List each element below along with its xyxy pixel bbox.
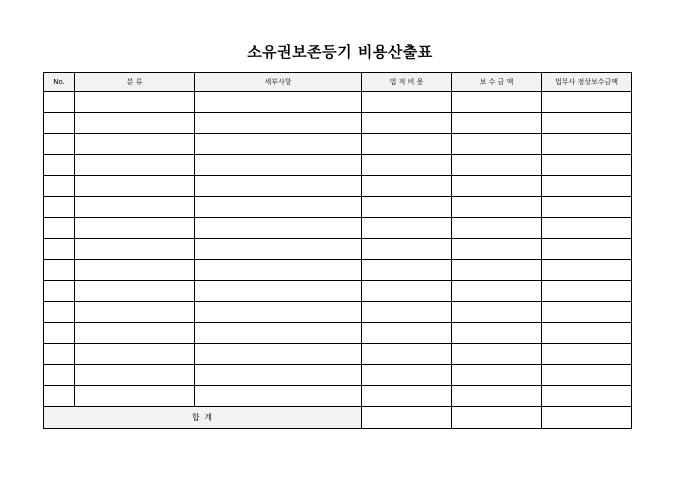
- details-cell[interactable]: [195, 218, 362, 239]
- fee-amount-cell[interactable]: [452, 134, 542, 155]
- no-cell[interactable]: [44, 218, 75, 239]
- category-cell[interactable]: [75, 239, 195, 260]
- standard-fee-cell[interactable]: [542, 113, 632, 134]
- details-cell[interactable]: [195, 92, 362, 113]
- total-fee-amount-cell[interactable]: [452, 407, 542, 429]
- details-cell[interactable]: [195, 386, 362, 407]
- legal-cost-cell[interactable]: [362, 386, 452, 407]
- fee-amount-cell[interactable]: [452, 386, 542, 407]
- category-cell[interactable]: [75, 344, 195, 365]
- fee-amount-cell[interactable]: [452, 302, 542, 323]
- column-header-details: 세부사항: [195, 73, 362, 92]
- standard-fee-cell[interactable]: [542, 365, 632, 386]
- table-row: [44, 323, 632, 344]
- fee-amount-cell[interactable]: [452, 176, 542, 197]
- no-cell[interactable]: [44, 323, 75, 344]
- no-cell[interactable]: [44, 176, 75, 197]
- standard-fee-cell[interactable]: [542, 218, 632, 239]
- table-row: [44, 197, 632, 218]
- fee-amount-cell[interactable]: [452, 365, 542, 386]
- category-cell[interactable]: [75, 302, 195, 323]
- details-cell[interactable]: [195, 239, 362, 260]
- fee-amount-cell[interactable]: [452, 344, 542, 365]
- standard-fee-cell[interactable]: [542, 302, 632, 323]
- legal-cost-cell[interactable]: [362, 176, 452, 197]
- standard-fee-cell[interactable]: [542, 386, 632, 407]
- table-row: [44, 260, 632, 281]
- no-cell[interactable]: [44, 302, 75, 323]
- details-cell[interactable]: [195, 134, 362, 155]
- details-cell[interactable]: [195, 365, 362, 386]
- table-row: [44, 155, 632, 176]
- column-header-category: 분 류: [75, 73, 195, 92]
- standard-fee-cell[interactable]: [542, 239, 632, 260]
- table-row: [44, 113, 632, 134]
- table-row: [44, 344, 632, 365]
- legal-cost-cell[interactable]: [362, 344, 452, 365]
- fee-amount-cell[interactable]: [452, 113, 542, 134]
- standard-fee-cell[interactable]: [542, 134, 632, 155]
- table-row: [44, 302, 632, 323]
- legal-cost-cell[interactable]: [362, 92, 452, 113]
- total-row: [44, 407, 632, 429]
- no-cell[interactable]: [44, 260, 75, 281]
- details-cell[interactable]: [195, 260, 362, 281]
- no-cell[interactable]: [44, 155, 75, 176]
- table-row: [44, 92, 632, 113]
- details-cell[interactable]: [195, 281, 362, 302]
- no-cell[interactable]: [44, 197, 75, 218]
- legal-cost-cell[interactable]: [362, 155, 452, 176]
- fee-amount-cell[interactable]: [452, 197, 542, 218]
- standard-fee-cell[interactable]: [542, 344, 632, 365]
- no-cell[interactable]: [44, 92, 75, 113]
- standard-fee-cell[interactable]: [542, 260, 632, 281]
- no-cell[interactable]: [44, 134, 75, 155]
- standard-fee-cell[interactable]: [542, 323, 632, 344]
- total-legal-cost-cell[interactable]: [362, 407, 452, 429]
- page-title: 소유권보존등기 비용산출표: [247, 43, 433, 61]
- no-cell[interactable]: [44, 386, 75, 407]
- details-cell[interactable]: [195, 155, 362, 176]
- category-cell[interactable]: [75, 218, 195, 239]
- no-cell[interactable]: [44, 344, 75, 365]
- fee-amount-cell[interactable]: [452, 239, 542, 260]
- column-header-legal-cost: 법 적 비 용: [362, 73, 452, 92]
- standard-fee-cell[interactable]: [542, 155, 632, 176]
- total-standard-fee-cell[interactable]: [542, 407, 632, 429]
- standard-fee-cell[interactable]: [542, 176, 632, 197]
- table-row: [44, 176, 632, 197]
- legal-cost-cell[interactable]: [362, 134, 452, 155]
- category-cell[interactable]: [75, 155, 195, 176]
- legal-cost-cell[interactable]: [362, 302, 452, 323]
- details-cell[interactable]: [195, 302, 362, 323]
- column-header-standard-fee: 법무사 정상보수금액: [542, 73, 632, 92]
- column-header-no: No.: [44, 73, 75, 92]
- table-row: [44, 218, 632, 239]
- category-cell[interactable]: [75, 92, 195, 113]
- category-cell[interactable]: [75, 386, 195, 407]
- standard-fee-cell[interactable]: [542, 281, 632, 302]
- fee-amount-cell[interactable]: [452, 260, 542, 281]
- cost-table: [43, 72, 632, 429]
- legal-cost-cell[interactable]: [362, 239, 452, 260]
- details-cell[interactable]: [195, 113, 362, 134]
- details-cell[interactable]: [195, 197, 362, 218]
- legal-cost-cell[interactable]: [362, 113, 452, 134]
- fee-amount-cell[interactable]: [452, 281, 542, 302]
- table-body: [44, 92, 632, 407]
- table-row: [44, 134, 632, 155]
- standard-fee-cell[interactable]: [542, 197, 632, 218]
- category-cell[interactable]: [75, 260, 195, 281]
- table-row: [44, 239, 632, 260]
- category-cell[interactable]: [75, 197, 195, 218]
- total-label: 합 계: [44, 407, 362, 429]
- category-cell[interactable]: [75, 281, 195, 302]
- details-cell[interactable]: [195, 176, 362, 197]
- column-header-fee-amount: 보 수 금 액: [452, 73, 542, 92]
- fee-amount-cell[interactable]: [452, 155, 542, 176]
- legal-cost-cell[interactable]: [362, 197, 452, 218]
- category-cell[interactable]: [75, 113, 195, 134]
- fee-amount-cell[interactable]: [452, 218, 542, 239]
- no-cell[interactable]: [44, 365, 75, 386]
- fee-amount-cell[interactable]: [452, 323, 542, 344]
- table-row: [44, 281, 632, 302]
- no-cell[interactable]: [44, 113, 75, 134]
- header-row: [44, 73, 632, 92]
- no-cell[interactable]: [44, 281, 75, 302]
- category-cell[interactable]: [75, 176, 195, 197]
- no-cell[interactable]: [44, 239, 75, 260]
- table-row: [44, 365, 632, 386]
- details-cell[interactable]: [195, 323, 362, 344]
- category-cell[interactable]: [75, 365, 195, 386]
- legal-cost-cell[interactable]: [362, 365, 452, 386]
- details-cell[interactable]: [195, 344, 362, 365]
- legal-cost-cell[interactable]: [362, 260, 452, 281]
- category-cell[interactable]: [75, 134, 195, 155]
- standard-fee-cell[interactable]: [542, 92, 632, 113]
- table-row: [44, 386, 632, 407]
- category-cell[interactable]: [75, 323, 195, 344]
- legal-cost-cell[interactable]: [362, 281, 452, 302]
- legal-cost-cell[interactable]: [362, 218, 452, 239]
- legal-cost-cell[interactable]: [362, 323, 452, 344]
- fee-amount-cell[interactable]: [452, 92, 542, 113]
